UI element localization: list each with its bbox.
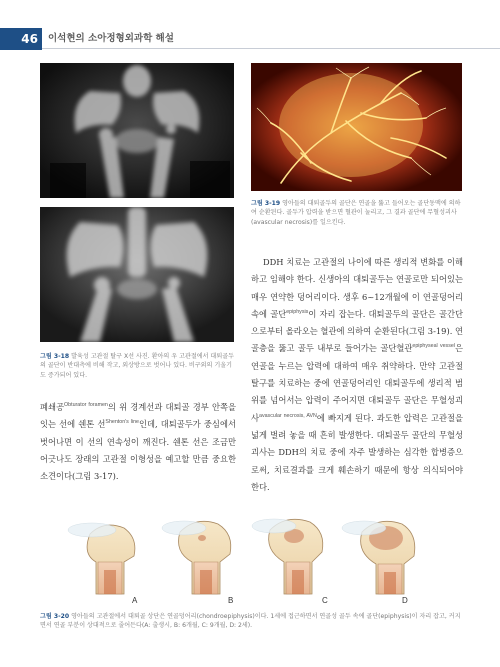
epiphyseal-vessel-term: epiphyseal vessel: [412, 343, 455, 350]
right-text-3: 은 연골을 누르는 압력에 대하여 매우 취약하다. 만약 고관절 탈구를 치료하는 중에 연골덩어리인 대퇴골두에 생리적 범위를 넘어서는 압력이 주어지면 대퇴골두 골단은 무혈성괴사: [251, 343, 463, 423]
figure-3-18-caption-text: 발육성 고관절 탈구 X선 사진. 환아의 우 고관절에서 대퇴골두의 골단이 반대측에 비해 작고, 외상방으로 벗어나 있다. 비구외의 기울기도 증가되어 있다.: [40, 353, 234, 379]
header-divider: [42, 48, 500, 49]
figure-3-18-caption: [40, 352, 236, 380]
page-number: 46: [0, 28, 42, 50]
running-header-title: 이석현의 소아정형외과학 해설: [48, 33, 174, 44]
figure-3-20-caption: [40, 612, 464, 631]
panel-label-d: D: [402, 596, 408, 605]
femur-diagram-c: [252, 519, 323, 594]
femoral-head-vessel-image: [251, 63, 462, 191]
femur-diagram-d: [342, 521, 415, 594]
right-column-paragraph: [251, 254, 463, 496]
femur-development-figure: [62, 510, 442, 608]
right-text-4: 에 빠지게 된다. 과도한 압력은 고관절을 넓게 벌려 놓을 때 흔히 발생한다. 대퇴골두 골단의 무혈성 괴사는 DDH의 치료 중에 자주 발생하는 심각한 합병증으로써, 치료결과를 크게 훼손하기 때문에 항상 의식되어야 한다.: [251, 412, 464, 492]
panel-label-b: B: [228, 596, 234, 605]
panel-label-a: A: [132, 596, 138, 605]
femur-diagram-b: [162, 521, 231, 594]
avascular-necrosis-term: avascular necrosis, AVN: [259, 412, 317, 419]
left-text-1: 폐쇄공: [40, 402, 65, 412]
panel-label-c: C: [322, 596, 328, 605]
figure-3-19-caption-text: 영아들의 대퇴골두의 골단은 연골을 뚫고 들어오는 골단동맥에 의하여 순환된다. 골두가 압력을 받으면 혈관이 눌리고, 그 결과 골단에 무혈성괴사(avascular necrosis)를 일으킨다.: [251, 200, 461, 226]
femur-diagram-a: [68, 523, 135, 594]
epiphysis-term: epiphysis: [286, 308, 309, 315]
figure-3-18-label: 그림 3-18: [40, 353, 70, 360]
figure-3-20-caption-text: 영아들의 고관절에서 대퇴골 상단은 연골덩어리(chondroepiphysis)이다. 1세에 접근하면서 연골성 골두 속에 골단(epiphysis)이 자리 잡고, 커지면서 연골 부분이 상대적으로 줄어든다(A: 출생시, B: 6개월, C: 9개월, D: 2세).: [40, 613, 461, 630]
pelvis-xray-image-1: [40, 63, 234, 198]
left-column-paragraph: [40, 399, 236, 485]
left-text-2: 의 위 경계선과 대퇴골 경부 안쪽을 잇는 선에 쉔톤 선: [40, 402, 236, 430]
pelvis-xray-image-2: [40, 207, 234, 342]
right-text-1: DDH 치료는 고관절의 나이에 따른 생리적 변화를 이해하고 임해야 한다. 신생아의 대퇴골두는 연골로만 되어있는 매우 연약한 덩어리이다. 생후 6~12개월에 이 연골덩어리 속에 골단: [251, 257, 463, 319]
obturator-foramen-term: Obturator foramen: [64, 402, 108, 408]
figure-3-19-caption: [251, 199, 463, 227]
shenton-line-term: Shenton's line: [105, 419, 139, 426]
figure-3-20-label: 그림 3-20: [40, 613, 70, 620]
right-text-2: 이 자리 잡는다. 대퇴골두의 골단은 골간단으로부터 올라오는 혈관에 의하여 순환된다(그림 3-19). 연골층을 뚫고 골두 내부로 들어가는 골단혈관: [251, 308, 463, 354]
left-text-3: 인데, 대퇴골두가 중심에서 벗어나면 이 선의 연속성이 깨진다. 쉔톤 선은 조금만 어긋나도 장래의 고관절 이형성을 예고할 만큼 중요한 소견이다(그림 3-17).: [40, 419, 236, 482]
figure-3-19-label: 그림 3-19: [251, 200, 281, 207]
